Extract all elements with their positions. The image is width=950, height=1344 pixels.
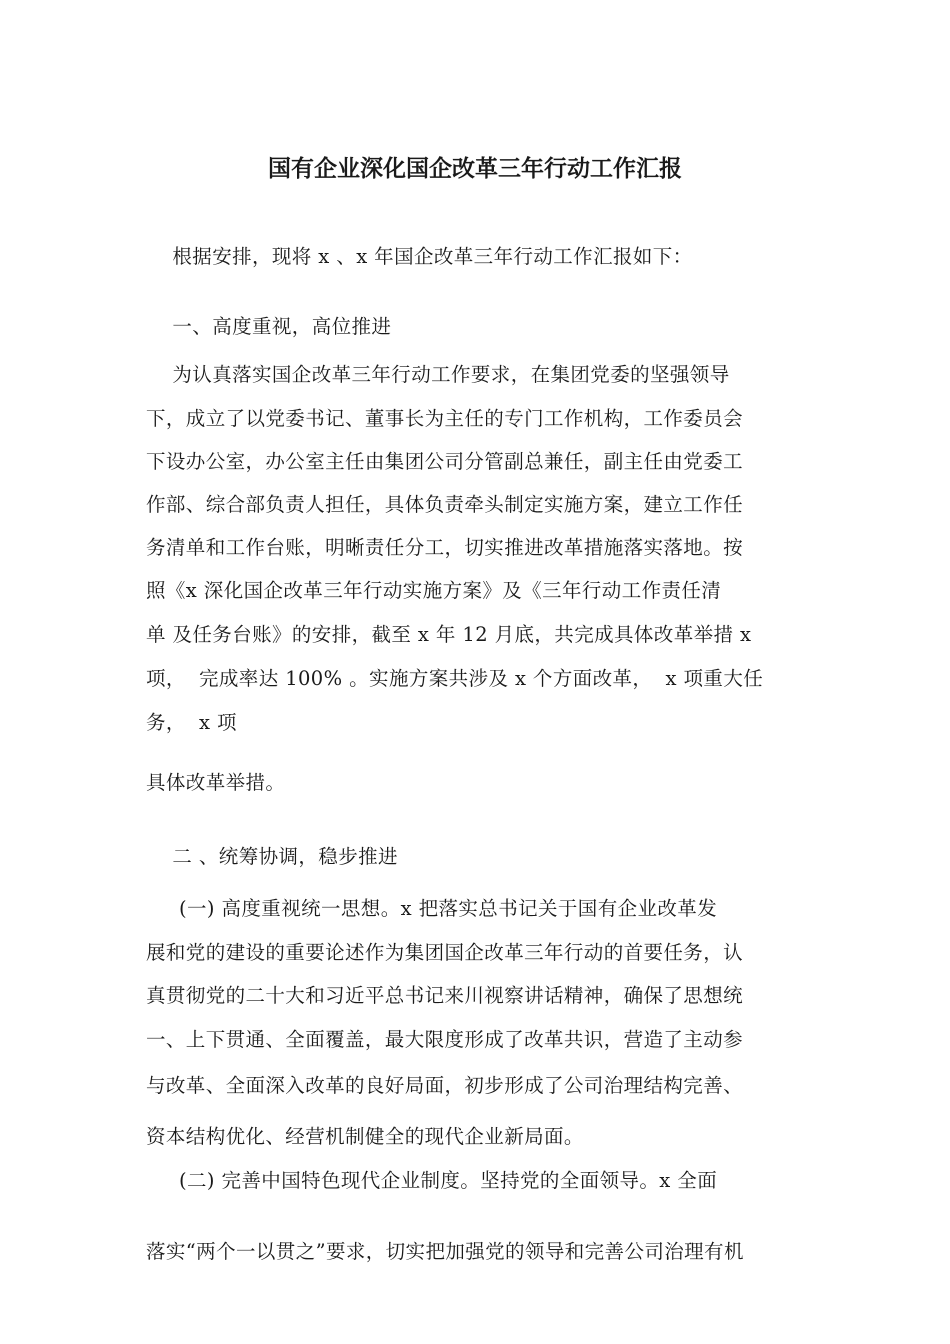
paragraph-line: 项， 完成率达 100% 。实施方案共涉及 x 个方面改革， x 项重大任 <box>146 667 764 690</box>
paragraph-line: 真贯彻党的二十大和习近平总书记来川视察讲话精神，确保了思想统 <box>146 984 744 1007</box>
paragraph-line: 单 及任务台账》的安排，截至 x 年 12 月底，共完成具体改革举措 x <box>146 623 752 646</box>
paragraph-line: 照《x 深化国企改革三年行动实施方案》及《三年行动工作责任清 <box>146 579 722 602</box>
paragraph-line: 资本结构优化、经营机制健全的现代企业新局面。 <box>146 1125 584 1148</box>
paragraph-line: 展和党的建设的重要论述作为集团国企改革三年行动的首要任务，认 <box>146 941 744 964</box>
paragraph-line: 根据安排，现将 x 、x 年国企改革三年行动工作汇报如下： <box>146 245 693 268</box>
paragraph-line: (二) 完善中国特色现代企业制度。坚持党的全面领导。x 全面 <box>146 1169 718 1192</box>
paragraph-line: 务， x 项 <box>146 711 237 734</box>
section-heading-2: 二 、统筹协调，稳步推进 <box>146 845 398 868</box>
paragraph-line: 落实“两个一以贯之”要求，切实把加强党的领导和完善公司治理有机 <box>146 1240 744 1263</box>
paragraph-line: (一) 高度重视统一思想。x 把落实总书记关于国有企业改革发 <box>146 897 718 920</box>
paragraph-line: 下设办公室，办公室主任由集团公司分管副总兼任，副主任由党委工 <box>146 450 744 473</box>
paragraph-line: 为认真落实国企改革三年行动工作要求，在集团党委的坚强领导 <box>146 363 730 386</box>
paragraph-line: 具体改革举措。 <box>146 771 286 794</box>
paragraph-line: 作部、综合部负责人担任，具体负责牵头制定实施方案，建立工作任 <box>146 493 744 516</box>
paragraph-line: 与改革、全面深入改革的良好局面，初步形成了公司治理结构完善、 <box>146 1074 744 1097</box>
section-heading-1: 一、高度重视，高位推进 <box>146 315 392 338</box>
paragraph-line: 下，成立了以党委书记、董事长为主任的专门工作机构，工作委员会 <box>146 407 744 430</box>
paragraph-line: 务清单和工作台账，明晰责任分工，切实推进改革措施落实落地。按 <box>146 536 744 559</box>
document-title: 国有企业深化国企改革三年行动工作汇报 <box>268 156 682 182</box>
paragraph-line: 一、上下贯通、全面覆盖，最大限度形成了改革共识，营造了主动参 <box>146 1028 744 1051</box>
